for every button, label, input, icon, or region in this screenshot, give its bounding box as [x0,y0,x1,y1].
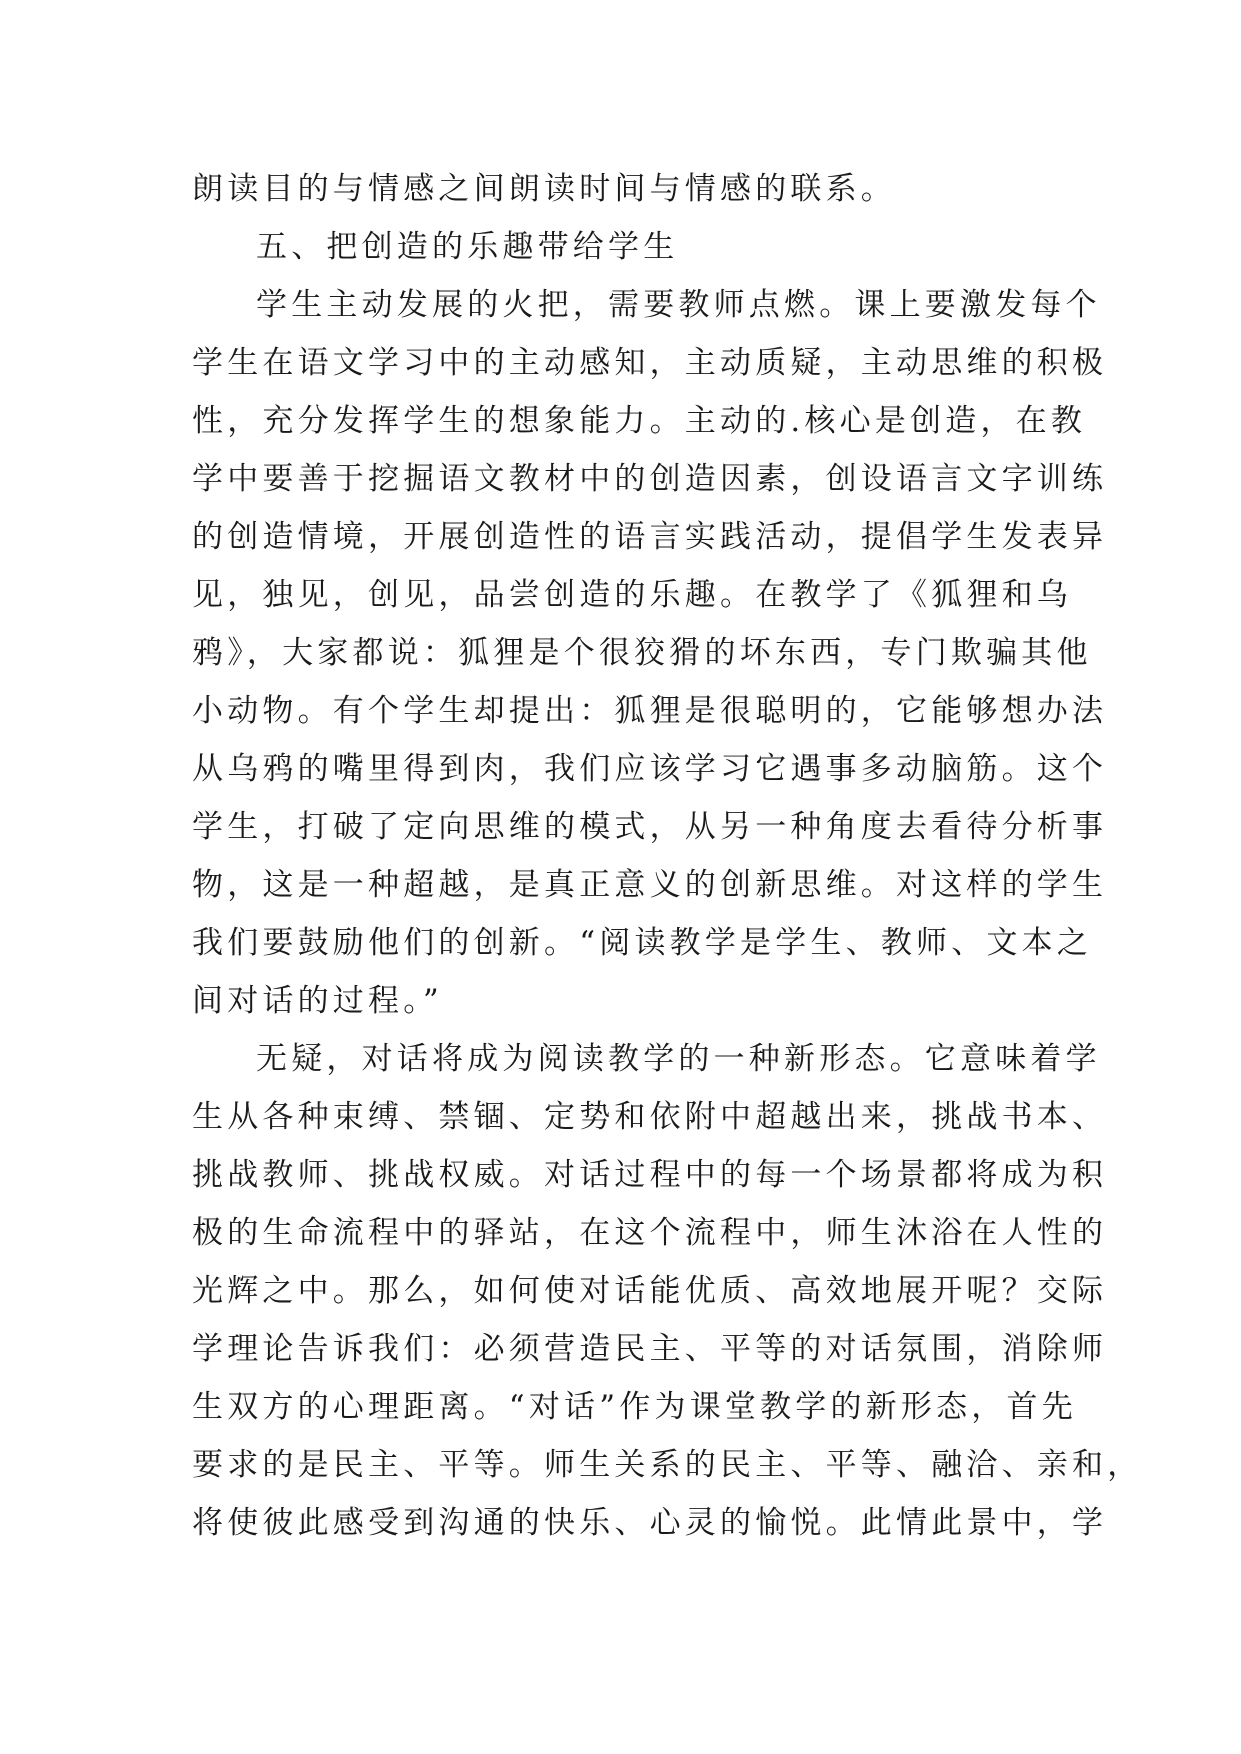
text-line: 生从各种束缚、禁锢、定势和依附中超越出来，挑战书本、 [192,1099,1108,1135]
text-line: 的创造情境，开展创造性的语言实践活动，提倡学生发表异 [192,519,1108,555]
text-line: 挑战教师、挑战权威。对话过程中的每一个场景都将成为积 [192,1157,1108,1193]
text-line: 从乌鸦的嘴里得到肉，我们应该学习它遇事多动脑筋。这个 [192,751,1108,787]
text-line: 鸦》，大家都说：狐狸是个很狡猾的坏东西，专门欺骗其他 [192,635,1092,671]
text-line: 小动物。有个学生却提出：狐狸是很聪明的，它能够想办法 [192,693,1108,729]
text-line: 极的生命流程中的驿站，在这个流程中，师生沐浴在人性的 [192,1215,1108,1251]
text-line: 将使彼此感受到沟通的快乐、心灵的愉悦。此情此景中，学 [192,1505,1108,1541]
text-line: 学中要善于挖掘语文教材中的创造因素，创设语言文字训练 [192,461,1108,497]
text-line: 见，独见，创见，品尝创造的乐趣。在教学了《狐狸和乌 [192,577,1072,613]
text-line: 性，充分发挥学生的想象能力。主动的.核心是创造，在教 [192,403,1087,439]
text-line: 朗读目的与情感之间朗读时间与情感的联系。 [192,171,896,207]
text-line: 学生在语文学习中的主动感知，主动质疑，主动思维的积极 [192,345,1108,381]
text-line: 物，这是一种超越，是真正意义的创新思维。对这样的学生 [192,867,1108,903]
text-line: 学理论告诉我们：必须营造民主、平等的对话氛围，消除师 [192,1331,1108,1367]
body-text [192,160,1143,1552]
text-line: 间对话的过程。” [192,983,443,1019]
text-line: 学生主动发展的火把，需要教师点燃。课上要激发每个 [256,287,1101,323]
text-line: 我们要鼓励他们的创新。“阅读教学是学生、教师、文本之 [192,925,1093,961]
text-line: 生双方的心理距离。“对话”作为课堂教学的新形态，首先 [192,1389,1077,1425]
text-line: 要求的是民主、平等。师生关系的民主、平等、融洽、亲和， [192,1447,1143,1483]
text-line: 学生，打破了定向思维的模式，从另一种角度去看待分析事 [192,809,1108,845]
text-line: 光辉之中。那么，如何使对话能优质、高效地展开呢？交际 [192,1273,1108,1309]
section-heading: 五、把创造的乐趣带给学生 [256,229,679,265]
text-line: 无疑，对话将成为阅读教学的一种新形态。它意味着学 [256,1041,1101,1077]
